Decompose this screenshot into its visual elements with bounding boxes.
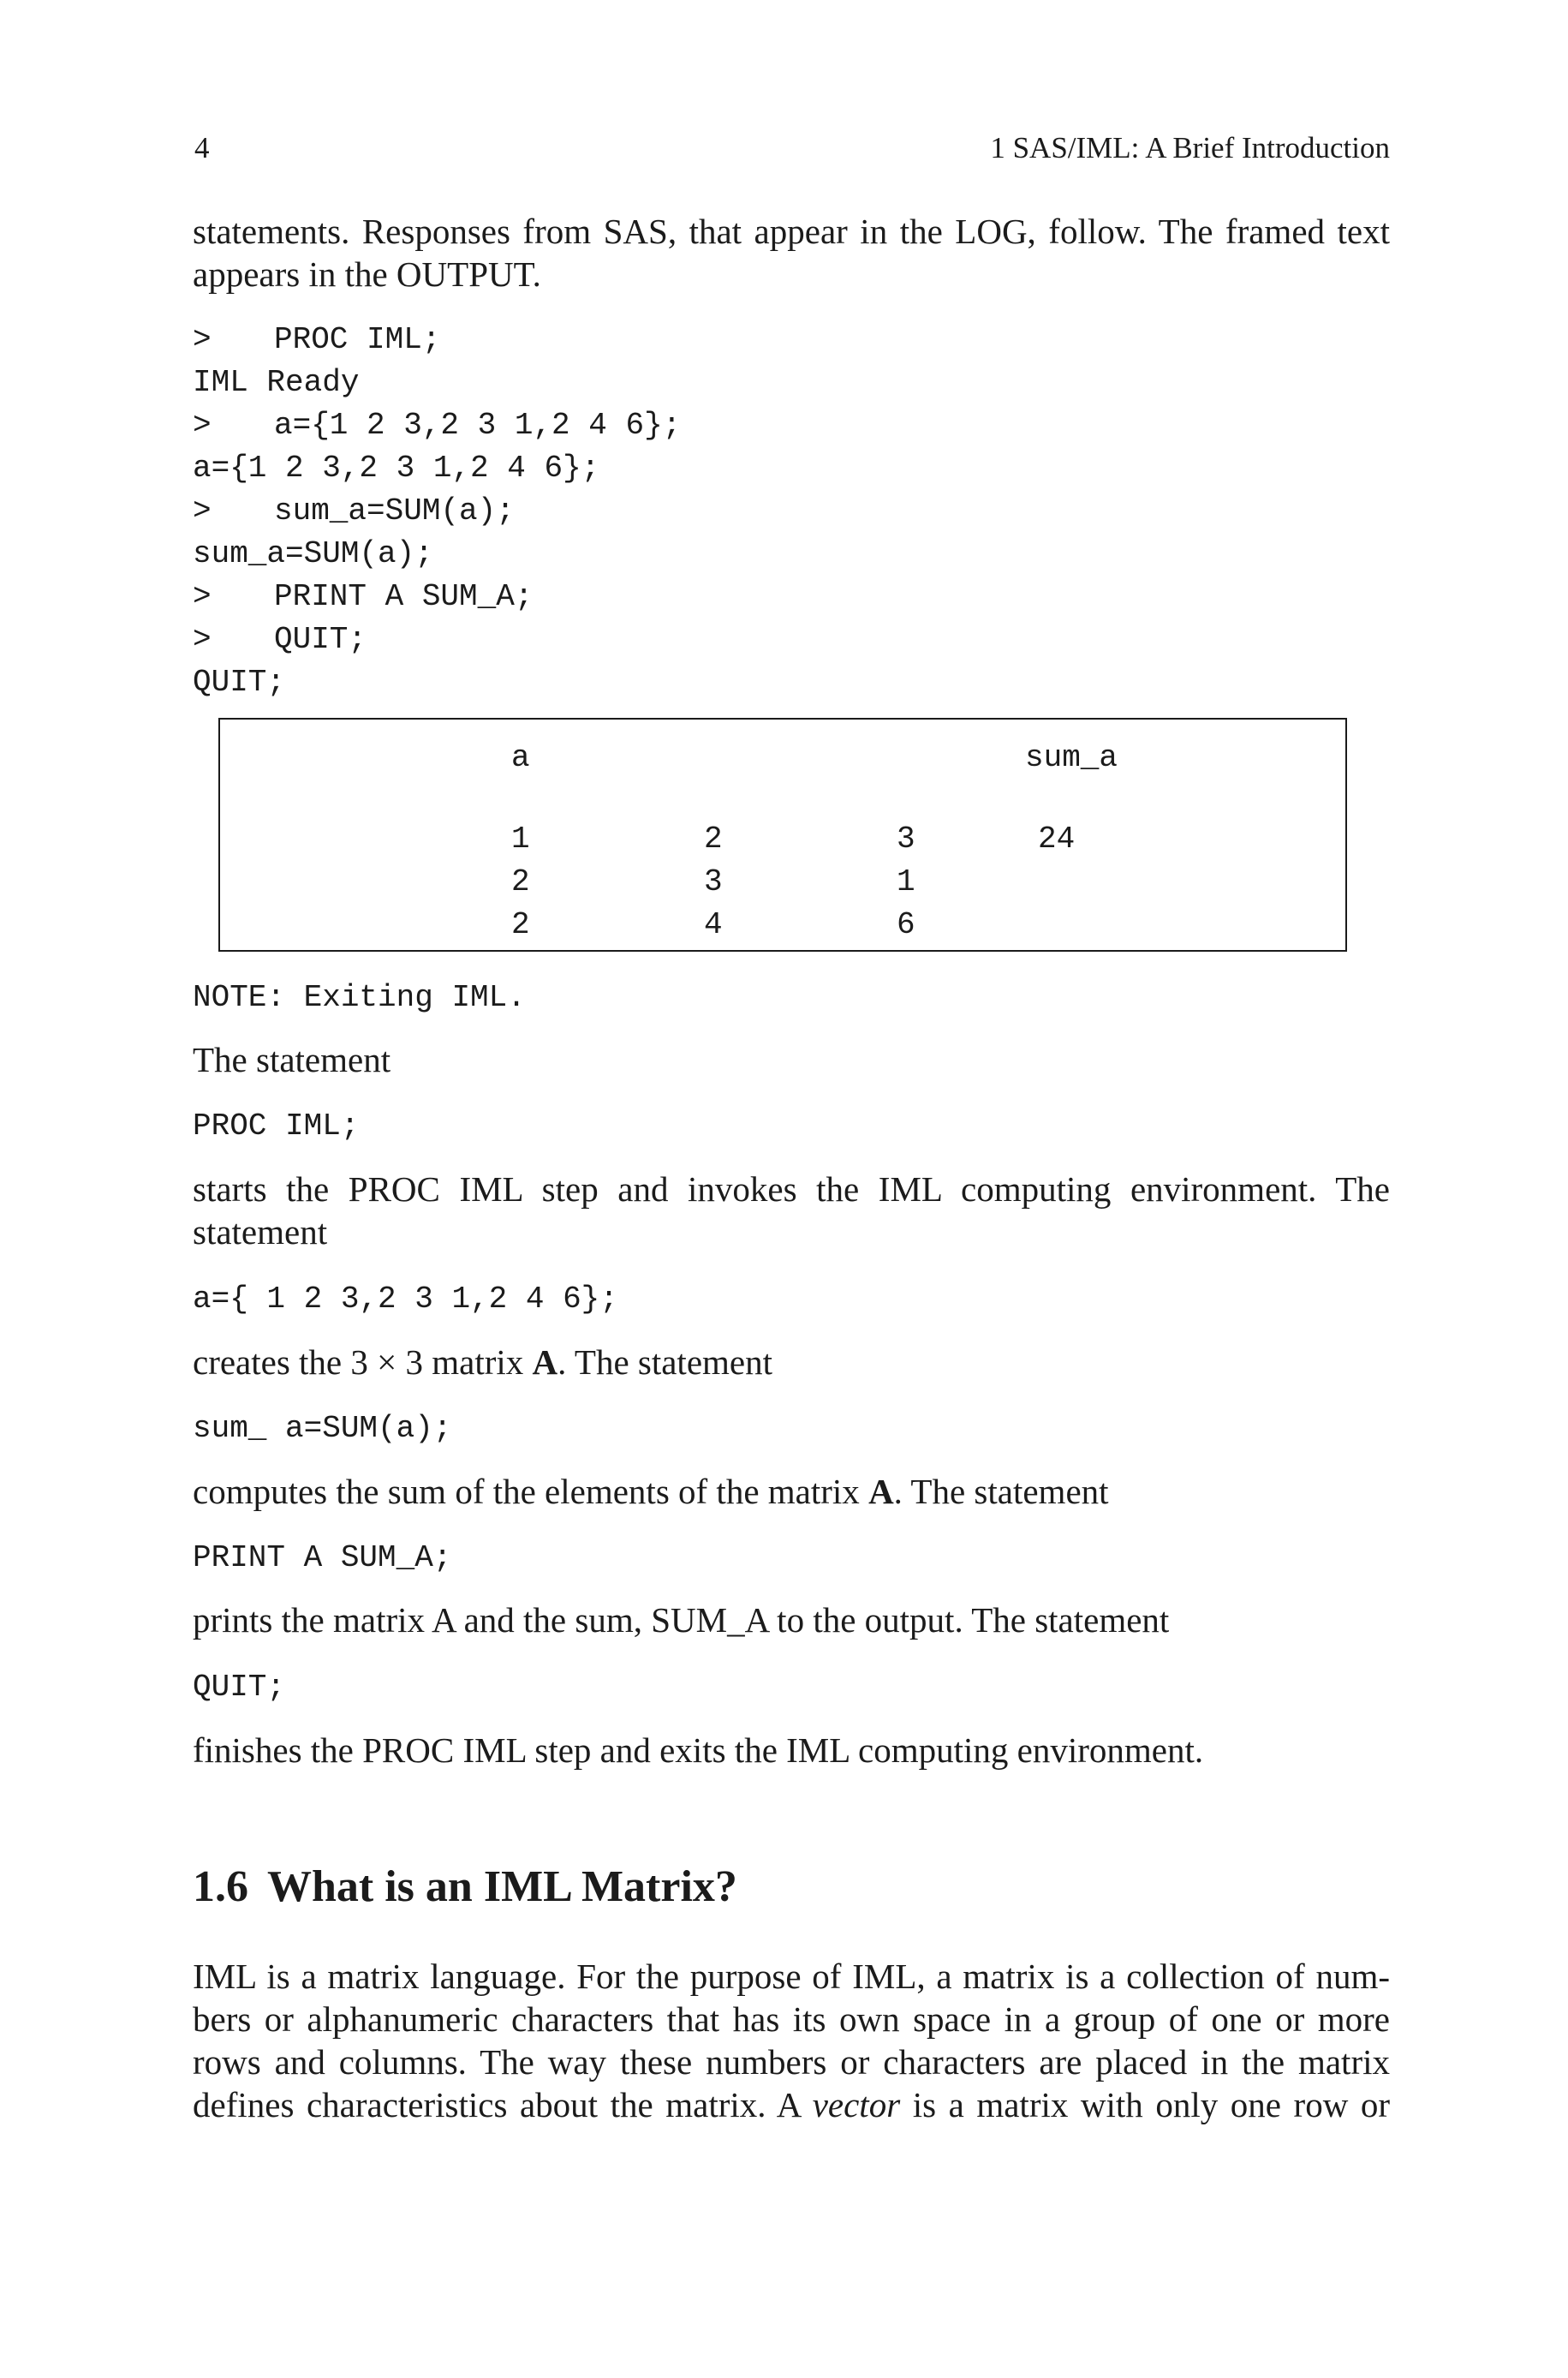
- output-frame: [218, 718, 1347, 952]
- intro-line-1: statements. Responses from SAS, that appear in the LOG, follow. The framed text: [193, 212, 1390, 251]
- log-command: PRINT A SUM_A;: [274, 579, 534, 614]
- log-line: QUIT;: [193, 665, 286, 700]
- matrix-cell: 2: [511, 864, 530, 899]
- matrix-cell: 4: [704, 907, 723, 942]
- section-number: 1.6: [193, 1862, 248, 1911]
- matrix-symbol: A: [868, 1472, 894, 1511]
- matrix-cell: 6: [897, 907, 915, 942]
- italic-term: vector: [812, 2085, 901, 2124]
- book-page: [193, 0, 1390, 2378]
- code-snippet: PROC IML;: [193, 1108, 360, 1144]
- log-line: [193, 404, 682, 447]
- matrix-cell: 1: [511, 822, 530, 857]
- text-run: . The statement: [557, 1342, 773, 1382]
- log-command: sum_a=SUM(a);: [274, 493, 515, 529]
- log-prompt: >: [193, 579, 212, 614]
- log-prompt: >: [193, 322, 212, 357]
- page-number: 4: [194, 131, 210, 164]
- text-run: is a matrix with only one row or: [900, 2085, 1391, 2124]
- section-title: What is an IML Matrix?: [267, 1862, 737, 1911]
- page-header: [193, 127, 1390, 170]
- exit-note: NOTE: Exiting IML.: [193, 980, 526, 1015]
- log-command: a={1 2 3,2 3 1,2 4 6};: [274, 408, 682, 443]
- log-prompt: >: [193, 622, 212, 657]
- explanation-text: [193, 1470, 1390, 1513]
- text-run: defines characteristics about the matrix. A: [193, 2085, 813, 2124]
- log-line: IML Ready: [193, 365, 360, 400]
- explanation-text: prints the matrix A and the sum, SUM_A to the output. The statement: [193, 1600, 1170, 1640]
- text-run: creates the 3 × 3 matrix: [193, 1342, 533, 1382]
- log-prompt: >: [193, 408, 212, 443]
- text-run: computes the sum of the elements of the matrix: [193, 1472, 869, 1511]
- code-snippet: sum_ a=SUM(a);: [193, 1411, 452, 1446]
- log-command: QUIT;: [274, 622, 367, 657]
- explanation-text: [193, 1341, 1390, 1383]
- code-snippet: QUIT;: [193, 1670, 286, 1705]
- log-line: sum_a=SUM(a);: [193, 536, 433, 571]
- matrix-cell: 3: [704, 864, 723, 899]
- explanation-text: statement: [193, 1212, 328, 1252]
- log-command: PROC IML;: [274, 322, 441, 357]
- intro-line-2: appears in the OUTPUT.: [193, 254, 541, 294]
- log-line: [193, 490, 515, 533]
- running-title: 1 SAS/IML: A Brief Introduction: [990, 131, 1390, 164]
- log-line: a={1 2 3,2 3 1,2 4 6};: [193, 451, 600, 486]
- matrix-cell: 1: [897, 864, 915, 899]
- sum-label: sum_a: [1025, 740, 1118, 775]
- matrix-cell: 3: [897, 822, 915, 857]
- matrix-cell: 2: [511, 907, 530, 942]
- text-run: . The statement: [893, 1472, 1109, 1511]
- section-paragraph-line: [193, 2083, 1390, 2126]
- log-line: [193, 319, 441, 361]
- log-line: [193, 576, 534, 618]
- log-prompt: >: [193, 493, 212, 529]
- matrix-cell: 2: [704, 822, 723, 857]
- section-paragraph-line: rows and columns. The way these numbers or characters are placed in the matrix: [193, 2042, 1390, 2082]
- code-snippet: a={ 1 2 3,2 3 1,2 4 6};: [193, 1282, 618, 1317]
- explanation-text: starts the PROC IML step and invokes the IML computing environment. The: [193, 1169, 1390, 1209]
- matrix-symbol: A: [532, 1342, 558, 1382]
- log-line: [193, 618, 367, 661]
- sum-value: 24: [1038, 822, 1076, 857]
- section-paragraph-line: IML is a matrix language. For the purpose of IML, a matrix is a collection of num-: [193, 1957, 1390, 1996]
- section-heading: [193, 1859, 737, 1915]
- explanation-text: The statement: [193, 1040, 391, 1079]
- explanation-text: finishes the PROC IML step and exits the IML computing environment.: [193, 1730, 1204, 1770]
- section-paragraph-line: bers or alphanumeric characters that has its own space in a group of one or more: [193, 1999, 1390, 2039]
- matrix-label: a: [511, 740, 530, 775]
- code-snippet: PRINT A SUM_A;: [193, 1540, 452, 1575]
